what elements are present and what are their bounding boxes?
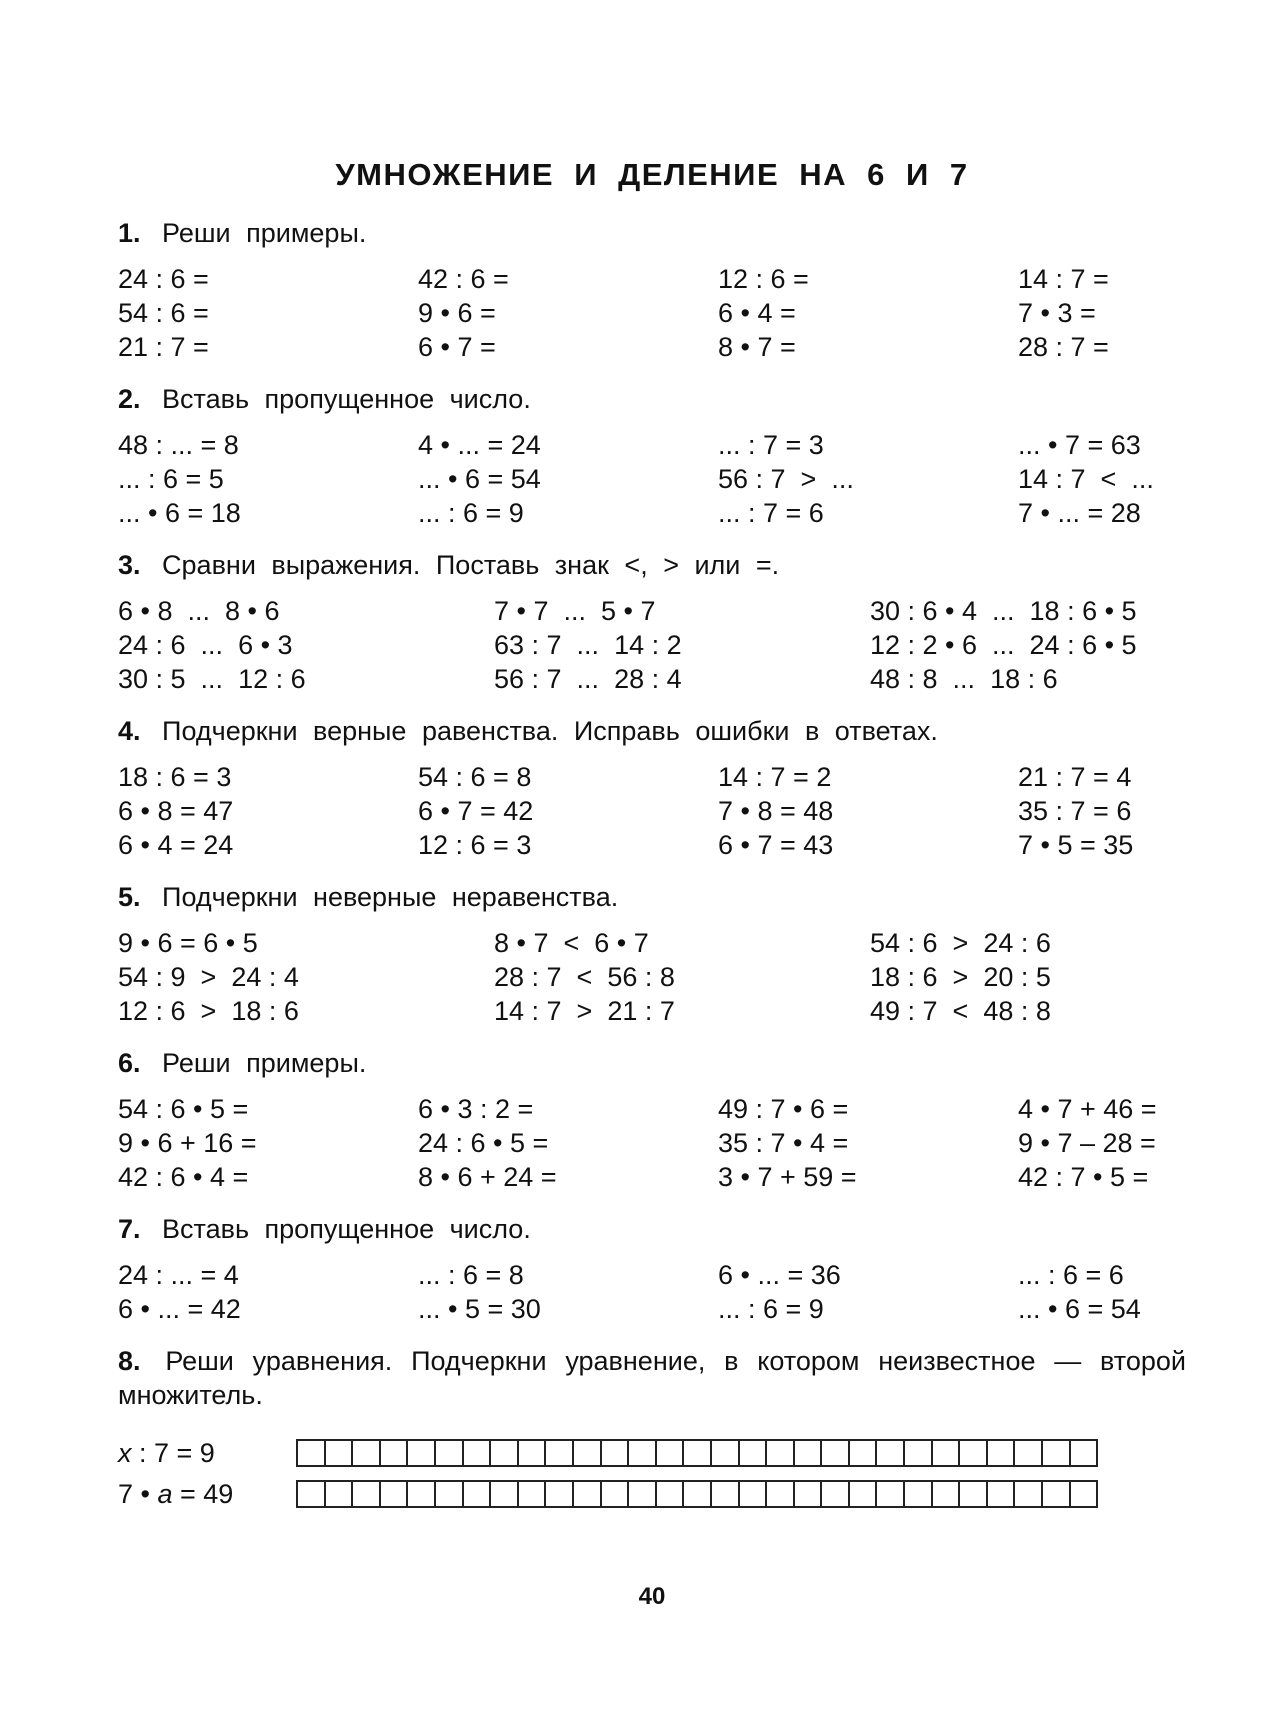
answer-cell[interactable]: [767, 1441, 795, 1465]
example: ... • 6 = 54: [418, 464, 541, 494]
example: 8 • 6 + 24 =: [418, 1162, 557, 1192]
task-number: 4.: [118, 716, 141, 746]
answer-cell[interactable]: [712, 1482, 740, 1506]
task-instruction: Реши уравнения. Подчеркни уравнение, в котором неизвестное — второй множитель.: [118, 1346, 1186, 1410]
answer-cell[interactable]: [988, 1441, 1016, 1465]
answer-cell[interactable]: [960, 1482, 988, 1506]
example: 8 • 7 =: [718, 332, 796, 362]
example: 14 : 7 = 2: [718, 762, 832, 792]
task-5-examples: [118, 926, 1186, 1028]
unknown-variable: a: [157, 1478, 173, 1509]
example: 54 : 6 = 8: [418, 762, 532, 792]
example: 9 • 7 – 28 =: [1018, 1128, 1156, 1158]
answer-cell[interactable]: [933, 1441, 961, 1465]
answer-cell[interactable]: [905, 1441, 933, 1465]
answer-cell[interactable]: [408, 1441, 436, 1465]
task-3-examples: [118, 594, 1186, 696]
answer-cell[interactable]: [519, 1441, 547, 1465]
example: 54 : 9 > 24 : 4: [118, 962, 299, 992]
answer-cell[interactable]: [353, 1441, 381, 1465]
task-number: 1.: [118, 218, 141, 248]
answer-cell[interactable]: [657, 1482, 685, 1506]
answer-cell[interactable]: [546, 1441, 574, 1465]
task-8-heading: [118, 1344, 1186, 1412]
answer-cell[interactable]: [850, 1441, 878, 1465]
answer-cell[interactable]: [933, 1482, 961, 1506]
answer-cell[interactable]: [464, 1441, 492, 1465]
answer-cell[interactable]: [436, 1482, 464, 1506]
task-instruction: Сравни выражения. Поставь знак <, > или =.: [162, 550, 780, 580]
example: 49 : 7 < 48 : 8: [870, 996, 1051, 1026]
equation: 7 • a = 49: [118, 1478, 234, 1509]
answer-cell[interactable]: [353, 1482, 381, 1506]
example: 14 : 7 > 21 : 7: [494, 996, 675, 1026]
answer-cell[interactable]: [629, 1441, 657, 1465]
answer-cell[interactable]: [684, 1441, 712, 1465]
answer-cell[interactable]: [1071, 1482, 1099, 1506]
answer-cell[interactable]: [1043, 1441, 1071, 1465]
example: ... • 7 = 63: [1018, 430, 1141, 460]
task-number: 7.: [118, 1214, 141, 1244]
answer-cell[interactable]: [740, 1482, 768, 1506]
example: 6 • 4 =: [718, 298, 796, 328]
example: 6 • 3 : 2 =: [418, 1094, 534, 1124]
example: 6 • 4 = 24: [118, 830, 234, 860]
task-instruction: Вставь пропущенное число.: [162, 1214, 531, 1244]
example: 24 : 6 ... 6 • 3: [118, 630, 293, 660]
example: 48 : 8 ... 18 : 6: [870, 664, 1058, 694]
answer-cell[interactable]: [326, 1482, 354, 1506]
task-8-equations: [118, 1432, 1186, 1514]
answer-cell[interactable]: [1015, 1482, 1043, 1506]
unknown-variable: x: [118, 1437, 132, 1468]
example: 6 • ... = 36: [718, 1260, 841, 1290]
answer-cell[interactable]: [381, 1482, 409, 1506]
example: ... : 6 = 6: [1018, 1260, 1124, 1290]
answer-cell[interactable]: [822, 1482, 850, 1506]
answer-cell[interactable]: [1015, 1441, 1043, 1465]
answer-cell[interactable]: [877, 1482, 905, 1506]
example: 7 • ... = 28: [1018, 498, 1141, 528]
example: 42 : 7 • 5 =: [1018, 1162, 1149, 1192]
equation: x : 7 = 9: [118, 1437, 215, 1468]
task-5-heading: [118, 880, 1186, 914]
task-number: 8.: [118, 1346, 141, 1376]
example: 35 : 7 = 6: [1018, 796, 1132, 826]
answer-cell[interactable]: [684, 1482, 712, 1506]
answer-cell[interactable]: [1071, 1441, 1099, 1465]
example: ... • 5 = 30: [418, 1294, 541, 1324]
answer-grid[interactable]: [296, 1480, 1098, 1508]
task-4-examples: [118, 760, 1186, 862]
answer-cell[interactable]: [795, 1482, 823, 1506]
example: 54 : 6 • 5 =: [118, 1094, 249, 1124]
example: 7 • 8 = 48: [718, 796, 834, 826]
example: 12 : 6 =: [718, 264, 809, 294]
example: 42 : 6 • 4 =: [118, 1162, 249, 1192]
example: 3 • 7 + 59 =: [718, 1162, 857, 1192]
answer-cell[interactable]: [877, 1441, 905, 1465]
example: 48 : ... = 8: [118, 430, 239, 460]
example: 56 : 7 ... 28 : 4: [494, 664, 682, 694]
answer-cell[interactable]: [298, 1482, 326, 1506]
answer-grid[interactable]: [296, 1439, 1098, 1467]
answer-cell[interactable]: [629, 1482, 657, 1506]
task-instruction: Подчеркни верные равенства. Исправь ошибки в ответах.: [162, 716, 938, 746]
example: 24 : 6 • 5 =: [418, 1128, 549, 1158]
answer-cell[interactable]: [436, 1441, 464, 1465]
example: ... : 7 = 6: [718, 498, 824, 528]
task-instruction: Подчеркни неверные неравенства.: [162, 882, 619, 912]
answer-cell[interactable]: [326, 1441, 354, 1465]
task-1-heading: [118, 216, 1186, 250]
answer-cell[interactable]: [491, 1482, 519, 1506]
example: 6 • 7 = 43: [718, 830, 834, 860]
answer-cell[interactable]: [822, 1441, 850, 1465]
task-number: 2.: [118, 384, 141, 414]
answer-cell[interactable]: [988, 1482, 1016, 1506]
example: 42 : 6 =: [418, 264, 509, 294]
example: 18 : 6 = 3: [118, 762, 232, 792]
example: 6 • 8 = 47: [118, 796, 234, 826]
task-instruction: Вставь пропущенное число.: [162, 384, 531, 414]
answer-cell[interactable]: [795, 1441, 823, 1465]
example: ... • 6 = 54: [1018, 1294, 1141, 1324]
equation-row: [118, 1432, 1186, 1473]
example: 6 • 7 =: [418, 332, 496, 362]
answer-cell[interactable]: [464, 1482, 492, 1506]
example: 9 • 6 =: [418, 298, 496, 328]
answer-cell[interactable]: [546, 1482, 574, 1506]
example: 63 : 7 ... 14 : 2: [494, 630, 682, 660]
task-number: 5.: [118, 882, 141, 912]
example: 6 • 7 = 42: [418, 796, 534, 826]
example: 4 • ... = 24: [418, 430, 541, 460]
example: 35 : 7 • 4 =: [718, 1128, 849, 1158]
example: 24 : ... = 4: [118, 1260, 239, 1290]
example: 14 : 7 < ...: [1018, 464, 1154, 494]
answer-cell[interactable]: [602, 1482, 630, 1506]
example: 7 • 3 =: [1018, 298, 1096, 328]
example: 7 • 5 = 35: [1018, 830, 1134, 860]
example: ... • 6 = 18: [118, 498, 241, 528]
task-7-examples: [118, 1258, 1186, 1326]
example: ... : 6 = 9: [718, 1294, 824, 1324]
answer-cell[interactable]: [712, 1441, 740, 1465]
task-4-heading: [118, 714, 1186, 748]
example: 9 • 6 + 16 =: [118, 1128, 257, 1158]
example: 30 : 6 • 4 ... 18 : 6 • 5: [870, 596, 1137, 626]
task-6-heading: [118, 1046, 1186, 1080]
answer-cell[interactable]: [602, 1441, 630, 1465]
example: 54 : 6 > 24 : 6: [870, 928, 1051, 958]
task-3-heading: [118, 548, 1186, 582]
page-number: 40: [638, 1583, 666, 1610]
example: 9 • 6 = 6 • 5: [118, 928, 258, 958]
example: 24 : 6 =: [118, 264, 209, 294]
answer-cell[interactable]: [298, 1441, 326, 1465]
example: 4 • 7 + 46 =: [1018, 1094, 1157, 1124]
worksheet-page: [118, 150, 1186, 1610]
task-6-examples: [118, 1092, 1186, 1194]
example: 21 : 7 = 4: [1018, 762, 1132, 792]
example: 21 : 7 =: [118, 332, 209, 362]
answer-cell[interactable]: [519, 1482, 547, 1506]
example: 12 : 2 • 6 ... 24 : 6 • 5: [870, 630, 1137, 660]
answer-cell[interactable]: [574, 1482, 602, 1506]
answer-cell[interactable]: [491, 1441, 519, 1465]
equation-row: [118, 1473, 1186, 1514]
task-number: 6.: [118, 1048, 141, 1078]
answer-cell[interactable]: [408, 1482, 436, 1506]
answer-cell[interactable]: [905, 1482, 933, 1506]
task-instruction: Реши примеры.: [162, 218, 367, 248]
task-2-examples: [118, 428, 1186, 530]
example: 28 : 7 =: [1018, 332, 1109, 362]
task-7-heading: [118, 1212, 1186, 1246]
example: 7 • 7 ... 5 • 7: [494, 596, 656, 626]
example: ... : 7 = 3: [718, 430, 824, 460]
answer-cell[interactable]: [657, 1441, 685, 1465]
example: ... : 6 = 8: [418, 1260, 524, 1290]
example: 6 • ... = 42: [118, 1294, 241, 1324]
example: ... : 6 = 9: [418, 498, 524, 528]
answer-cell[interactable]: [740, 1441, 768, 1465]
example: 28 : 7 < 56 : 8: [494, 962, 675, 992]
example: 56 : 7 > ...: [718, 464, 854, 494]
answer-cell[interactable]: [850, 1482, 878, 1506]
example: 8 • 7 < 6 • 7: [494, 928, 649, 958]
task-2-heading: [118, 382, 1186, 416]
example: ... : 6 = 5: [118, 464, 224, 494]
answer-cell[interactable]: [767, 1482, 795, 1506]
example: 49 : 7 • 6 =: [718, 1094, 849, 1124]
example: 12 : 6 > 18 : 6: [118, 996, 299, 1026]
task-1-examples: [118, 262, 1186, 364]
example: 14 : 7 =: [1018, 264, 1109, 294]
answer-cell[interactable]: [381, 1441, 409, 1465]
answer-cell[interactable]: [574, 1441, 602, 1465]
page-title: УМНОЖЕНИЕ И ДЕЛЕНИЕ НА 6 И 7: [335, 157, 969, 192]
task-number: 3.: [118, 550, 141, 580]
example: 6 • 8 ... 8 • 6: [118, 596, 280, 626]
example: 18 : 6 > 20 : 5: [870, 962, 1051, 992]
answer-cell[interactable]: [1043, 1482, 1071, 1506]
example: 30 : 5 ... 12 : 6: [118, 664, 306, 694]
example: 54 : 6 =: [118, 298, 209, 328]
answer-cell[interactable]: [960, 1441, 988, 1465]
task-instruction: Реши примеры.: [162, 1048, 367, 1078]
example: 12 : 6 = 3: [418, 830, 532, 860]
